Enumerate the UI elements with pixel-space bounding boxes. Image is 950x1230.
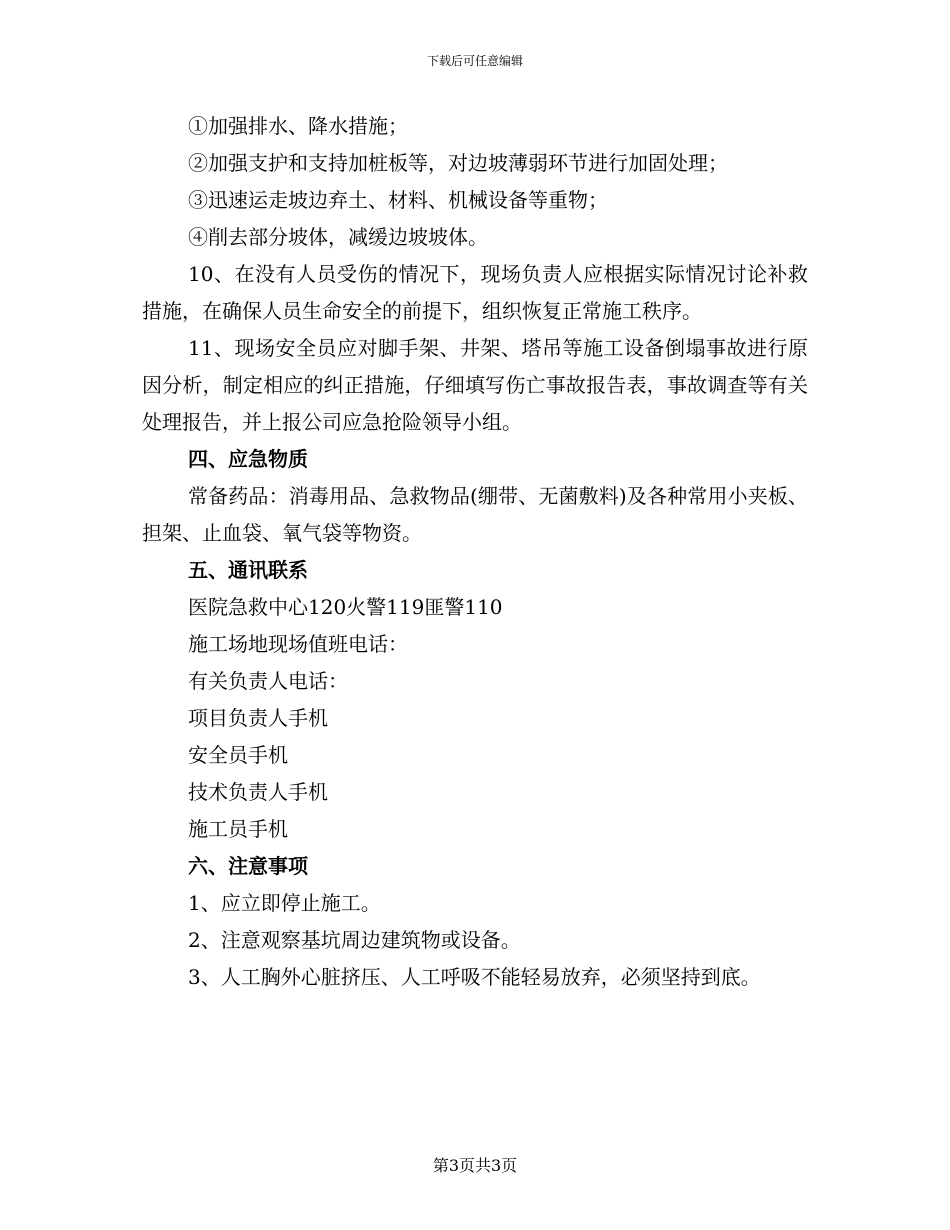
- measure-item: ②加强支护和支持加桩板等，对边坡薄弱环节进行加固处理；: [188, 151, 728, 175]
- document-body: [142, 108, 808, 996]
- supplies-paragraph: 常备药品：消毒用品、急救物品(绷带、无菌敷料)及各种常用小夹板、担架、止血袋、氧气袋等物资。: [142, 484, 808, 545]
- paragraph-item-11: 11、现场安全员应对脚手架、井架、塔吊等施工设备倒塌事故进行原因分析，制定相应的纠正措施，仔细填写伤亡事故报告表，事故调查等有关处理报告，并上报公司应急抢险领导小组。: [142, 336, 808, 434]
- note-item: 3、人工胸外心脏挤压、人工呼吸不能轻易放弃，必须坚持到底。: [188, 965, 761, 989]
- section-heading-contacts: 五、通讯联系: [188, 558, 308, 582]
- contact-line: 技术负责人手机: [188, 780, 328, 804]
- contact-line: 有关负责人电话：: [188, 669, 348, 693]
- contact-line: 项目负责人手机: [188, 706, 328, 730]
- page-header: 下载后可任意编辑: [426, 54, 523, 68]
- contact-line: 施工员手机: [188, 817, 288, 841]
- section-heading-notes: 六、注意事项: [188, 854, 308, 878]
- note-item: 2、注意观察基坑周边建筑物或设备。: [188, 928, 521, 952]
- contact-line: 医院急救中心120火警119匪警110: [188, 595, 503, 619]
- measure-item: ①加强排水、降水措施；: [188, 114, 408, 138]
- paragraph-item-10: 10、在没有人员受伤的情况下，现场负责人应根据实际情况讨论补救措施，在确保人员生命安全的前提下，组织恢复正常施工秩序。: [142, 262, 808, 323]
- measure-item: ④削去部分坡体，减缓边坡坡体。: [188, 225, 488, 249]
- measure-item: ③迅速运走坡边弃土、材料、机械设备等重物；: [188, 188, 608, 212]
- section-heading-supplies: 四、应急物质: [188, 447, 308, 471]
- note-item: 1、应立即停止施工。: [188, 891, 381, 915]
- contact-line: 施工场地现场值班电话：: [188, 632, 408, 656]
- page-footer: 第3页共3页: [432, 1156, 518, 1175]
- contact-line: 安全员手机: [188, 743, 288, 767]
